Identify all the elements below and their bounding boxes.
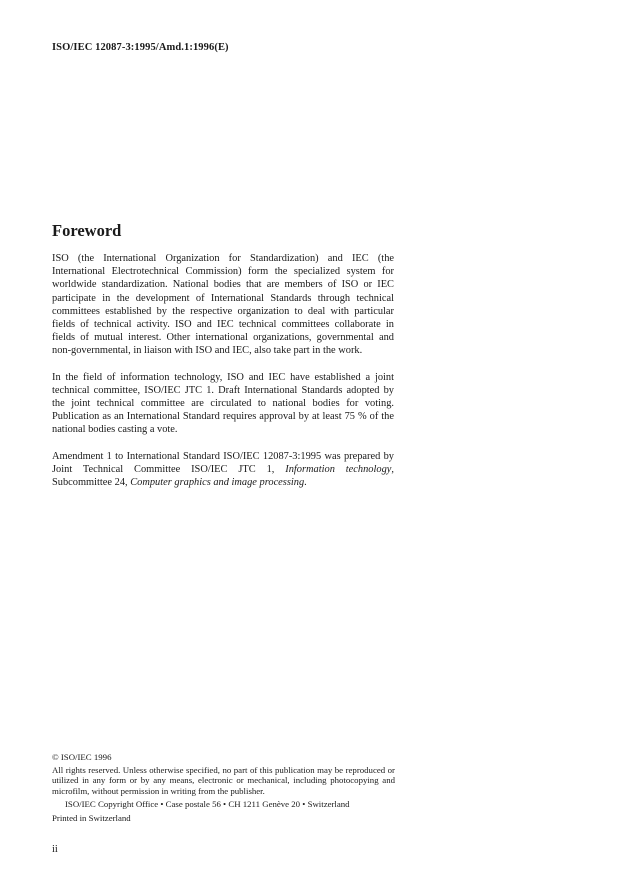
foreword-body	[52, 252, 394, 502]
amendment-text-2: , Subcommittee 24,	[52, 463, 394, 489]
page-number: ii	[52, 844, 58, 855]
copyright-notice: © ISO/IEC 1996	[52, 752, 112, 762]
document-header: ISO/IEC 12087-3:1995/Amd.1:1996(E)	[52, 42, 229, 53]
paragraph-iso-iec: ISO (the International Organization for Standardization) and IEC (the International Electrotechnical Commission) form the specialized system for worldwide standardization. National bodies that are members of ISO or IEC participate in the development of International Standards through technical committees established by the respective organization to deal with particular fields of technical activity. ISO and IEC technical committees collaborate in fields of mutual interest. Other international organizations, governmental and non-governmental, in liaison with ISO and IEC, also take part in the work.	[52, 253, 394, 357]
rights-reserved: All rights reserved. Unless otherwise specified, no part of this publication may be reproduced or utilized in any form or by any means, electronic or mechanical, including photocopying and microfilm, without permission in writing from the publisher.	[52, 764, 395, 796]
amendment-italic-2: Computer graphics and image processing	[130, 477, 305, 489]
amendment-text-1: Amendment 1 to International Standard ISO/IEC 12087-3:1995 was prepared by Joint Technical Committee ISO/IEC JTC 1,	[52, 450, 394, 475]
printed-in: Printed in Switzerland	[52, 812, 131, 823]
copyright-office: ISO/IEC Copyright Office • Case postale 56 • CH 1211 Genève 20 • Switzerland	[65, 799, 350, 810]
page-title: Foreword	[52, 221, 122, 240]
paragraph-jtc1: In the field of information technology, ISO and IEC have established a joint technical committee, ISO/IEC JTC 1. Draft International Standards adopted by the joint technical committee are circulated to national bodies for voting. Publication as an International Standard requires approval by at least 75 % of the national bodies casting a vote.	[52, 371, 394, 436]
paragraph-amendment	[52, 450, 394, 490]
amendment-italic-1: Information technology	[285, 463, 392, 475]
copyright-block	[52, 752, 395, 824]
amendment-text-3: .	[304, 477, 307, 489]
